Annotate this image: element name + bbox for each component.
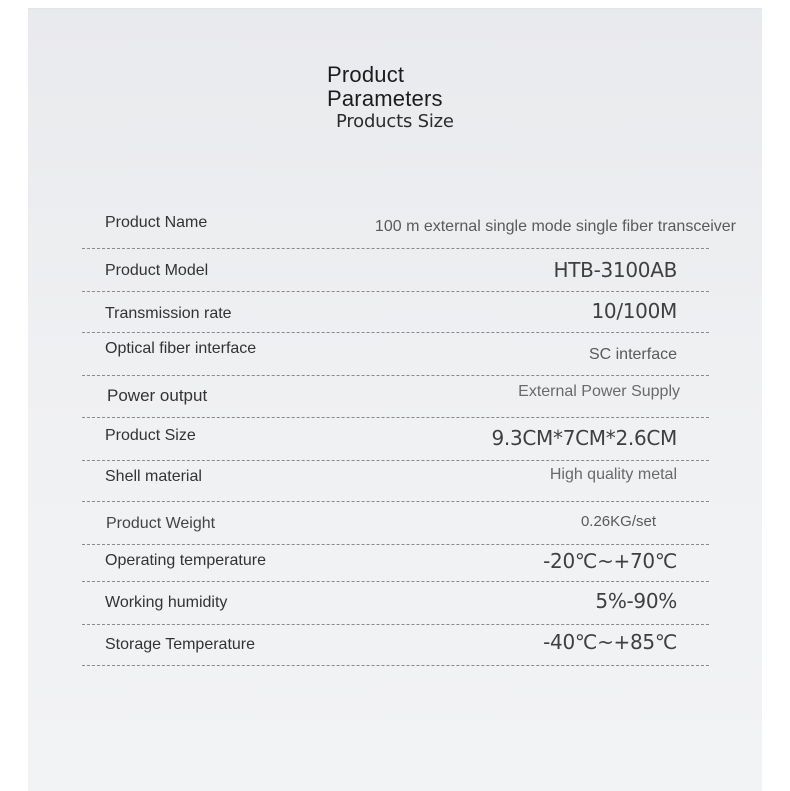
page-subtitle: Products Size — [336, 111, 454, 132]
spec-row-product-weight — [82, 501, 709, 545]
spec-label: Working humidity — [105, 594, 228, 611]
spec-label: Product Weight — [106, 515, 216, 532]
spec-value: SC interface — [588, 346, 677, 363]
spec-row-optical-fiber-interface — [82, 332, 709, 376]
spec-label: Product Name — [105, 214, 208, 231]
spec-row-working-humidity — [82, 581, 709, 625]
title-line-1: Product — [327, 62, 405, 87]
spec-value: High quality metal — [549, 466, 677, 483]
spec-row-product-size — [82, 417, 709, 461]
spec-label: Product Size — [105, 427, 196, 444]
spec-label: Storage Temperature — [105, 636, 256, 653]
spec-label: Shell material — [105, 468, 202, 485]
spec-label: Power output — [107, 386, 208, 405]
spec-value: HTB-3100AB — [553, 258, 677, 282]
spec-row-storage-temperature — [82, 624, 709, 666]
spec-label: Operating temperature — [105, 552, 266, 569]
spec-value: External Power Supply — [518, 383, 680, 400]
spec-value: -20℃~+70℃ — [543, 549, 677, 573]
title-line-2: Parameters — [327, 86, 443, 111]
spec-label: Product Model — [105, 262, 209, 279]
spec-label: Transmission rate — [105, 305, 232, 322]
spec-row-product-model — [82, 248, 709, 292]
spec-label: Optical fiber interface — [105, 340, 257, 357]
spec-value: 9.3CM*7CM*2.6CM — [491, 426, 677, 450]
spec-value: 100 m external single mode single fiber transceiver — [374, 218, 736, 235]
spec-row-product-name — [82, 205, 736, 249]
spec-value: 0.26KG/set — [580, 513, 656, 530]
spec-value: -40℃~+85℃ — [543, 630, 677, 654]
spec-row-transmission-rate — [82, 291, 709, 333]
spec-value: 5%-90% — [595, 589, 677, 613]
spec-row-power-output — [82, 375, 709, 418]
spec-row-operating-temperature — [82, 544, 709, 582]
spec-value: 10/100M — [591, 299, 677, 323]
spec-row-shell-material — [82, 460, 709, 502]
page-title — [327, 63, 443, 111]
